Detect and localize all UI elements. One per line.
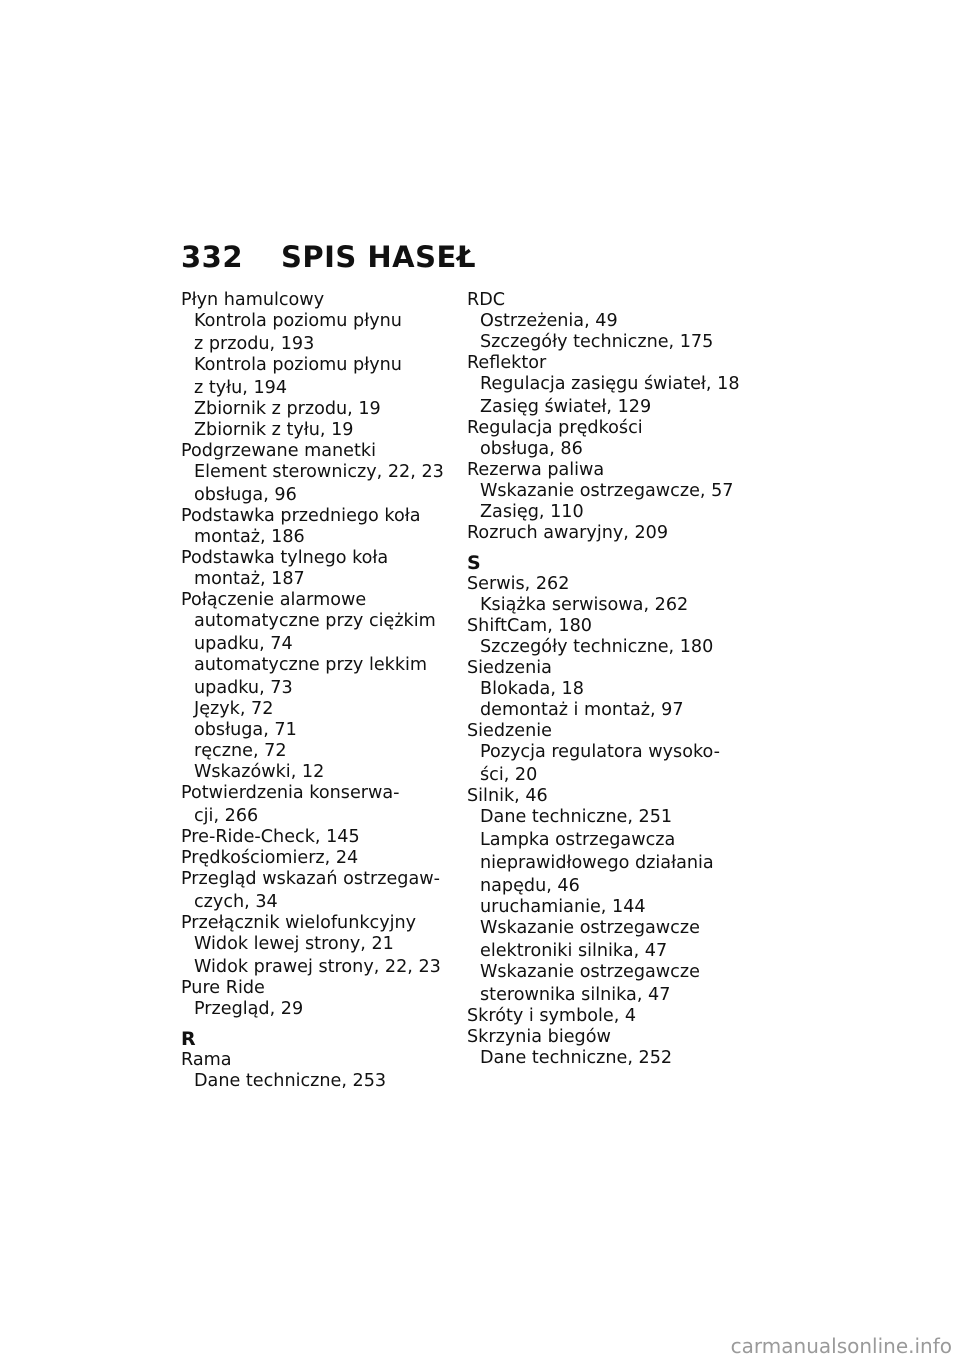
index-entry: Przegląd wskazań ostrzegaw- (181, 869, 440, 889)
index-entry: Reflektor (467, 353, 547, 373)
index-subentry: Książka serwisowa, 262 (480, 595, 689, 615)
index-subentry: Dane techniczne, 251 (480, 807, 673, 827)
index-subentry: Szczegóły techniczne, 175 (480, 332, 714, 352)
index-entry: Podstawka tylnego koła (181, 548, 389, 568)
index-subentry: obsługa, 96 (194, 485, 297, 505)
index-subentry: automatyczne przy ciężkim (194, 611, 436, 631)
index-subentry: Kontrola poziomu płynu (194, 311, 402, 331)
index-subentry: czych, 34 (194, 892, 278, 912)
index-entry: Rezerwa paliwa (467, 460, 605, 480)
index-subentry: Dane techniczne, 252 (480, 1048, 673, 1068)
index-entry: Potwierdzenia konserwa- (181, 783, 400, 803)
index-subentry: Zbiornik z tyłu, 19 (194, 420, 354, 440)
index-subentry: upadku, 74 (194, 634, 293, 654)
index-entry: Serwis, 262 (467, 574, 570, 594)
page-title: SPIS HASEŁ (281, 240, 476, 274)
index-subentry: obsługa, 86 (480, 439, 583, 459)
index-entry: Prędkościomierz, 24 (181, 848, 359, 868)
index-entry: Płyn hamulcowy (181, 290, 325, 310)
index-subentry: montaż, 187 (194, 569, 305, 589)
index-letter-heading: R (181, 1028, 196, 1050)
index-entry: Podgrzewane manetki (181, 441, 376, 461)
index-subentry: Kontrola poziomu płynu (194, 355, 402, 375)
index-column-right (467, 290, 740, 1069)
index-subentry: upadku, 73 (194, 678, 293, 698)
index-subentry: Widok lewej strony, 21 (194, 934, 394, 954)
index-subentry: Dane techniczne, 253 (194, 1071, 387, 1091)
index-subentry: Wskazanie ostrzegawcze (480, 918, 700, 938)
index-entry: Siedzenia (467, 658, 552, 678)
index-subentry: Lampka ostrzegawcza (480, 830, 676, 850)
page-number: 332 (181, 240, 244, 274)
index-subentry: cji, 266 (194, 806, 259, 826)
page-header (181, 240, 476, 274)
index-entry: Podstawka przedniego koła (181, 506, 421, 526)
index-subentry: Wskazanie ostrzegawcze (480, 962, 700, 982)
index-subentry: elektroniki silnika, 47 (480, 941, 668, 961)
index-subentry: Zasięg, 110 (480, 502, 584, 522)
index-subentry: Szczegóły techniczne, 180 (480, 637, 714, 657)
index-column-left (181, 290, 451, 1092)
index-subentry: Wskazówki, 12 (194, 762, 325, 782)
watermark[interactable]: carmanualsonline.info (730, 1334, 952, 1358)
index-entry: ShiftCam, 180 (467, 616, 592, 636)
index-subentry: sterownika silnika, 47 (480, 985, 671, 1005)
index-entry: Przełącznik wielofunkcyjny (181, 913, 417, 933)
index-subentry: Przegląd, 29 (194, 999, 304, 1019)
index-subentry: Widok prawej strony, 22, 23 (194, 957, 441, 977)
index-entry: Pure Ride (181, 978, 265, 998)
index-entry: RDC (467, 290, 506, 310)
index-subentry: Pozycja regulatora wysoko- (480, 742, 720, 762)
index-entry: Pre-Ride-Check, 145 (181, 827, 360, 847)
index-letter-heading: S (467, 552, 481, 574)
index-subentry: Zbiornik z przodu, 19 (194, 399, 381, 419)
index-entry: Połączenie alarmowe (181, 590, 367, 610)
index-subentry: ści, 20 (480, 765, 538, 785)
index-entry: Skróty i symbole, 4 (467, 1006, 637, 1026)
index-subentry: napędu, 46 (480, 876, 580, 896)
index-subentry: Blokada, 18 (480, 679, 584, 699)
index-entry: Rozruch awaryjny, 209 (467, 523, 669, 543)
index-subentry: nieprawidłowego działania (480, 853, 714, 873)
index-subentry: automatyczne przy lekkim (194, 655, 428, 675)
index-entry: Skrzynia biegów (467, 1027, 611, 1047)
index-subentry: z tyłu, 194 (194, 378, 288, 398)
index-subentry: ręczne, 72 (194, 741, 287, 761)
index-subentry: demontaż i montaż, 97 (480, 700, 684, 720)
index-entry: Rama (181, 1050, 232, 1070)
index-subentry: obsługa, 71 (194, 720, 297, 740)
index-subentry: Ostrzeżenia, 49 (480, 311, 618, 331)
index-subentry: montaż, 186 (194, 527, 305, 547)
index-entry: Regulacja prędkości (467, 418, 643, 438)
index-subentry: z przodu, 193 (194, 334, 315, 354)
index-subentry: uruchamianie, 144 (480, 897, 646, 917)
index-entry: Siedzenie (467, 721, 552, 741)
index-subentry: Regulacja zasięgu świateł, 18 (480, 374, 740, 394)
index-subentry: Język, 72 (194, 699, 274, 719)
index-subentry: Zasięg świateł, 129 (480, 397, 652, 417)
index-entry: Silnik, 46 (467, 786, 548, 806)
index-subentry: Wskazanie ostrzegawcze, 57 (480, 481, 734, 501)
index-subentry: Element sterowniczy, 22, 23 (194, 462, 444, 482)
